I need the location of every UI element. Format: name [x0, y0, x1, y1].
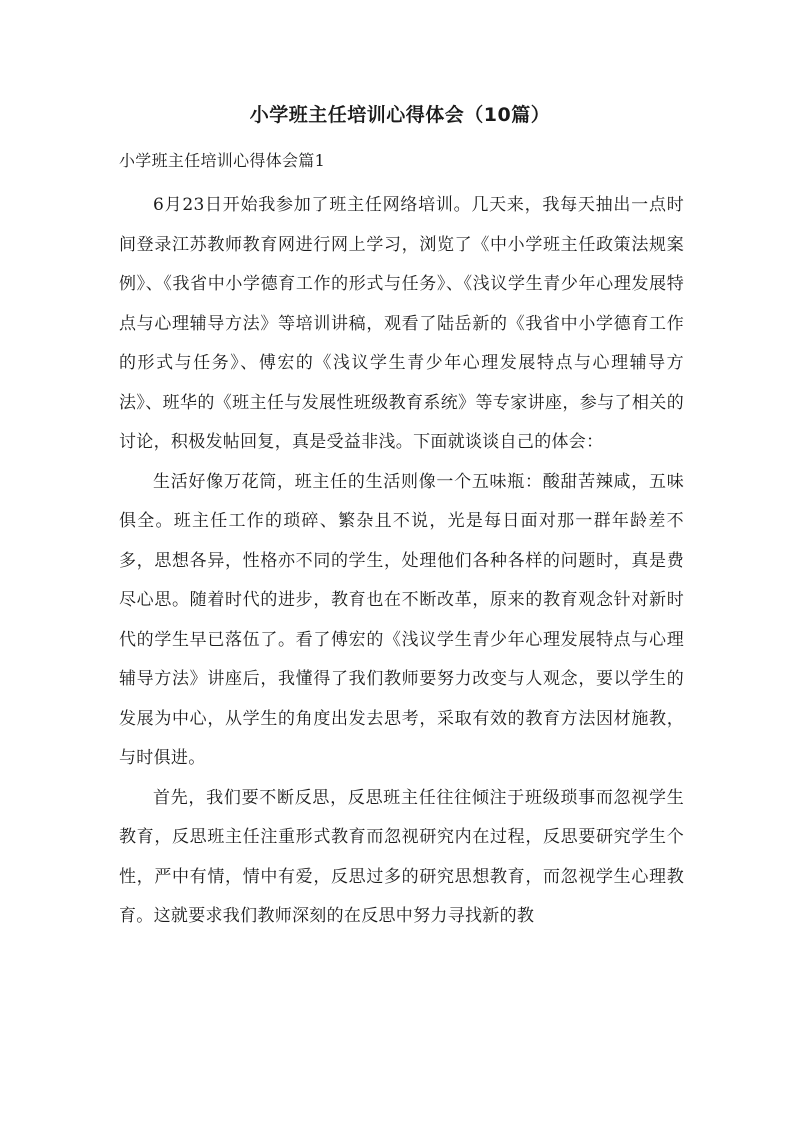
paragraph-1: 6月23日开始我参加了班主任网络培训。几天来，我每天抽出一点时间登录江苏教师教育网进行网上学习，浏览了《中小学班主任政策法规案例》、《我省中小学德育工作的形式与任务》、《浅议学生青少年心理发展特点与心理辅导方法》等培训讲稿，观看了陆岳新的《我省中小学德育工作的形式与任务》、傅宏的《浅议学生青少年心理发展特点与心理辅导方法》、班华的《班主任与发展性班级教育系统》等专家讲座，参与了相关的讨论，积极发帖回复，真是受益非浅。下面就谈谈自己的体会：	[119, 195, 684, 452]
document-title: 小学班主任培训心得体会（10篇）	[249, 104, 551, 126]
document-body	[119, 186, 684, 937]
section-heading: 小学班主任培训心得体会篇1	[119, 151, 326, 170]
paragraph-3: 首先，我们要不断反思，反思班主任往往倾注于班级琐事而忽视学生教育，反思班主任注重形式教育而忽视研究内在过程，反思要研究学生个性，严中有情，情中有爱，反思过多的研究思想教育，而忽视学生心理教育。这就要求我们教师深刻的在反思中努力寻找新的教	[119, 787, 684, 926]
paragraph-2: 生活好像万花筒，班主任的生活则像一个五味瓶：酸甜苦辣咸，五味俱全。班主任工作的琐碎、繁杂且不说，光是每日面对那一群年龄差不多，思想各异，性格亦不同的学生，处理他们各种各样的问题时，真是费尽心思。随着时代的进步，教育也在不断改革，原来的教育观念针对新时代的学生早已落伍了。看了傅宏的《浅议学生青少年心理发展特点与心理辅导方法》讲座后，我懂得了我们教师要努力改变与人观念，要以学生的发展为中心，从学生的角度出发去思考，采取有效的教育方法因材施教，与时俱进。	[119, 471, 684, 768]
